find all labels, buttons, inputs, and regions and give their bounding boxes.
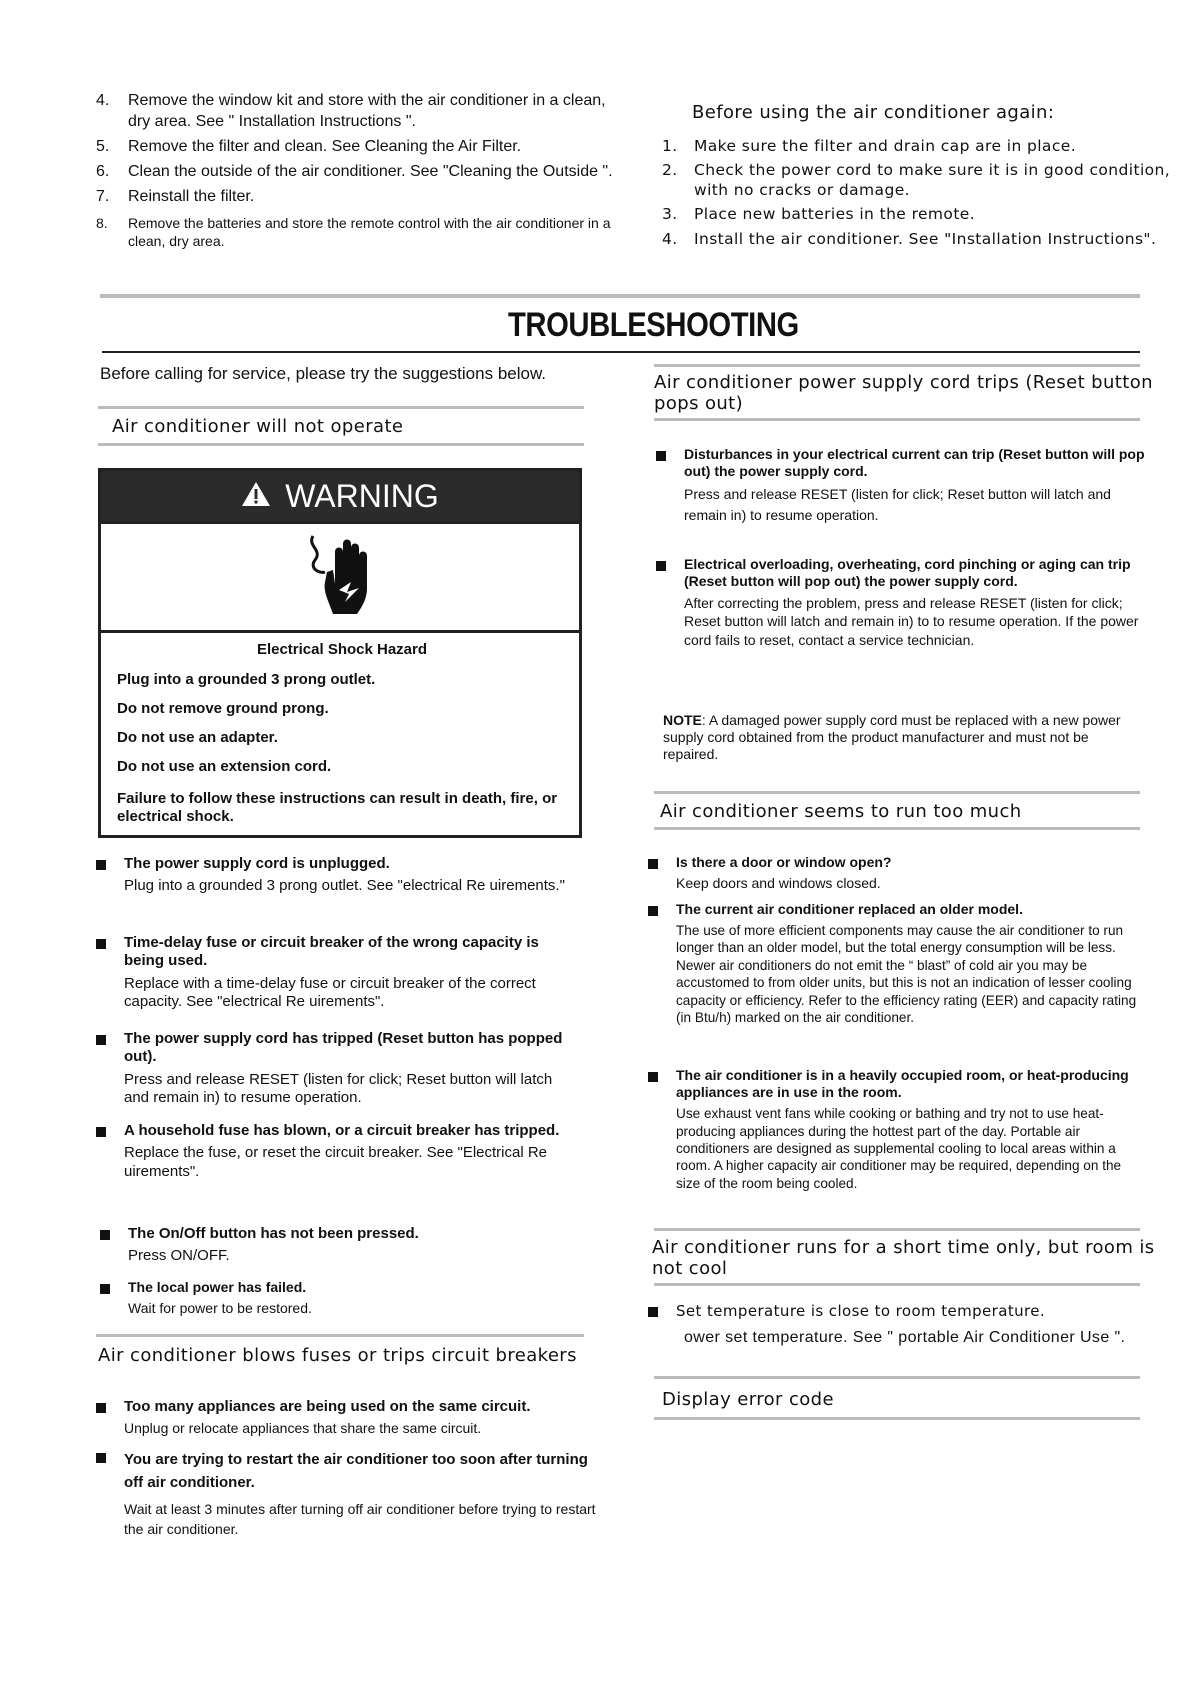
list-item: 2. Check the power cord to make sure it is in good condition, with no cracks or damage. bbox=[662, 161, 1171, 200]
section-heading: Air conditioner blows fuses or trips circuit breakers bbox=[98, 1345, 577, 1366]
divider bbox=[654, 1417, 1140, 1420]
list-item: Electrical overloading, overheating, cord pinching or aging can trip (Reset button will pop out) the power supply cord. After correcting the problem, press and release RESET (listen for click; Reset button will latch and remain in) to to resume operation. If the power cord fails to reset, contact a service technician. bbox=[656, 556, 1146, 649]
warning-header bbox=[101, 471, 579, 521]
warning-icon-area bbox=[101, 521, 579, 633]
electric-shock-hand-icon bbox=[305, 532, 375, 623]
warning-line: Do not remove ground prong. bbox=[117, 700, 329, 717]
list-item: 5. Remove the filter and clean. See Cleaning the Air Filter. bbox=[96, 138, 522, 156]
list-item: 8. Remove the batteries and store the remote control with the air conditioner in a clean, dry area. bbox=[96, 214, 611, 250]
divider bbox=[96, 1334, 584, 1337]
list-item: The local power has failed. Wait for power to be restored. bbox=[100, 1279, 580, 1317]
storage-steps bbox=[96, 90, 616, 254]
list-item: The power supply cord has tripped (Reset button has popped out). Press and release RESET (listen for click; Reset button will latch and remain in) to resume operation. bbox=[96, 1030, 576, 1107]
divider bbox=[654, 1376, 1140, 1379]
divider bbox=[654, 1283, 1140, 1286]
warning-line: Plug into a grounded 3 prong outlet. bbox=[117, 671, 376, 688]
before-using-heading: Before using the air conditioner again: bbox=[692, 102, 1055, 123]
divider bbox=[654, 791, 1140, 794]
divider bbox=[100, 294, 1140, 298]
hazard-title: Electrical Shock Hazard bbox=[256, 641, 428, 658]
list-item: The On/Off button has not been pressed. Press ON/OFF. bbox=[100, 1225, 580, 1266]
list-item: 4. Remove the window kit and store with the air conditioner in a clean, dry area. See " Installation Instructions ". bbox=[96, 92, 606, 131]
divider bbox=[102, 351, 1140, 353]
section-heading: Display error code bbox=[662, 1389, 834, 1410]
list-item: Too many appliances are being used on the same circuit. Unplug or relocate appliances that share the same circuit. bbox=[96, 1398, 596, 1437]
list-item: Disturbances in your electrical current can trip (Reset button will pop out) the power supply cord. Press and release RESET (listen for click; Reset button will latch and remain in) to resume operation. bbox=[656, 446, 1146, 526]
list-item: Is there a door or window open? Keep doors and windows closed. bbox=[648, 854, 1148, 892]
warning-label: WARNING bbox=[285, 477, 439, 514]
warning-line: Failure to follow these instructions can result in death, fire, or electrical shock. bbox=[117, 790, 558, 825]
divider bbox=[654, 418, 1140, 421]
note-label: NOTE bbox=[663, 712, 702, 728]
intro-text: Before calling for service, please try the suggestions below. bbox=[100, 364, 547, 383]
warning-box bbox=[98, 468, 582, 838]
section-heading: Air conditioner will not operate bbox=[112, 416, 404, 437]
list-item: 7. Reinstall the filter. bbox=[96, 188, 255, 206]
list-item: 3. Place new batteries in the remote. bbox=[662, 205, 976, 224]
note bbox=[663, 712, 1143, 762]
list-item: A household fuse has blown, or a circuit breaker has tripped. Replace the fuse, or reset the circuit breaker. See "Electrical Re uirements". bbox=[96, 1122, 576, 1181]
warning-text bbox=[101, 633, 579, 826]
section-heading: Air conditioner seems to run too much bbox=[660, 801, 1022, 822]
list-item: 6. Clean the outside of the air conditioner. See "Cleaning the Outside ". bbox=[96, 163, 613, 181]
list-item: The air conditioner is in a heavily occupied room, or heat-producing appliances are in use in the room. Use exhaust vent fans while cooking or bathing and try not to use heat-producing appliances during the hottest part of the day. Portable air conditioners are designed as supplemental cooling to local areas within a room. A higher capacity air conditioner may be required, depending on the size of the room being cooled. bbox=[648, 1067, 1148, 1192]
page-title: TROUBLESHOOTING bbox=[508, 306, 799, 344]
list-item: Set temperature is close to room temperature. ower set temperature. See " portable Air Conditioner Use ". bbox=[648, 1302, 1168, 1348]
divider bbox=[654, 364, 1140, 367]
divider bbox=[654, 827, 1140, 830]
note-text: : A damaged power supply cord must be replaced with a new power supply cord obtained from the product manufacturer and must not be repaired. bbox=[663, 712, 1121, 762]
list-item: 1. Make sure the filter and drain cap are in place. bbox=[662, 137, 1077, 155]
list-item: 4. Install the air conditioner. See "Installation Instructions". bbox=[662, 229, 1157, 248]
list-item: The power supply cord is unplugged. Plug into a grounded 3 prong outlet. See "electrical Re uirements." bbox=[96, 855, 576, 896]
warning-line: Do not use an extension cord. bbox=[117, 758, 332, 775]
divider bbox=[98, 443, 584, 446]
divider bbox=[654, 1228, 1140, 1231]
warning-line: Do not use an adapter. bbox=[117, 729, 278, 746]
list-item: Time-delay fuse or circuit breaker of the wrong capacity is being used. Replace with a time-delay fuse or circuit breaker of the correct capacity. See "electrical Re uirements". bbox=[96, 934, 576, 1011]
before-using-steps bbox=[662, 136, 1182, 253]
section-heading: Air conditioner power supply cord trips (Reset button pops out) bbox=[654, 372, 1153, 415]
list-item: The current air conditioner replaced an older model. The use of more efficient components may cause the air conditioner to run longer than an older model, but the total energy consumption will be less. Newer air conditioners do not emit the “ blast” of cold air you may be accustomed to from older units, but this is not an indication of lesser cooling capacity or efficiency. Refer to the efficiency rating (EER) and capacity rating (in Btu/h) marked on the air conditioner. bbox=[648, 901, 1148, 1026]
divider bbox=[98, 406, 584, 409]
warning-triangle-icon bbox=[241, 478, 271, 515]
list-item: You are trying to restart the air conditioner too soon after turning off air conditioner. Wait at least 3 minutes after turning off air conditioner before trying to restart the air conditioner. bbox=[96, 1448, 596, 1539]
section-heading: Air conditioner runs for a short time only, but room is not cool bbox=[652, 1237, 1155, 1280]
